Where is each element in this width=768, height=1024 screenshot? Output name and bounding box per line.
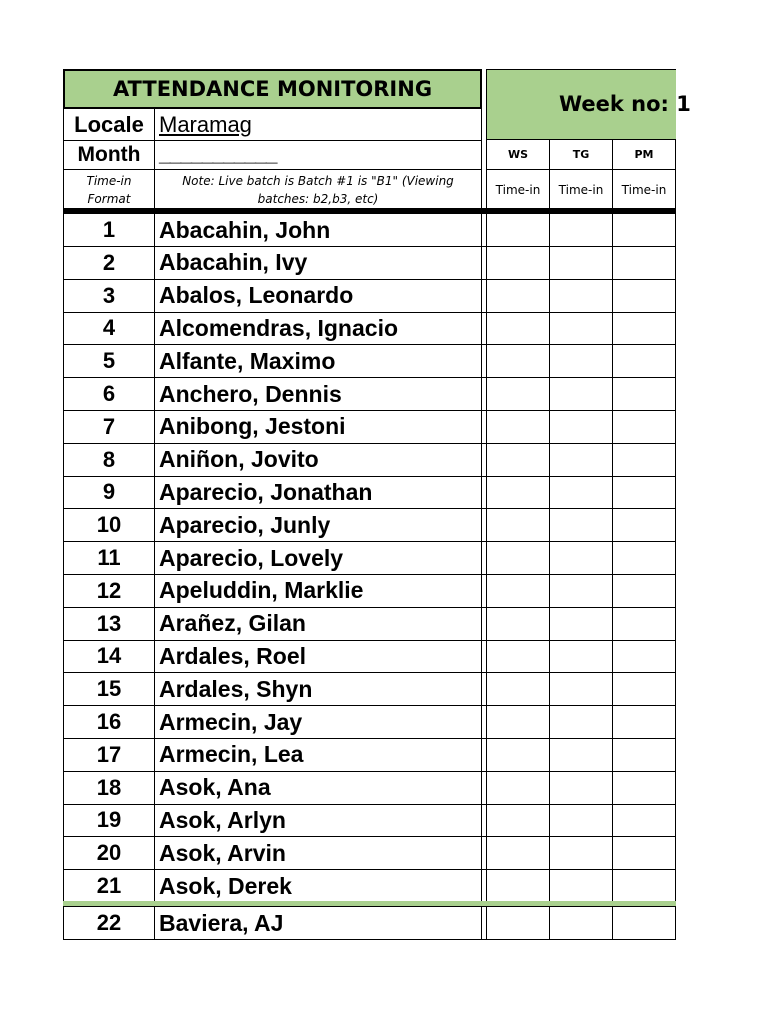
tg-timein-cell[interactable] bbox=[550, 608, 613, 640]
table-row bbox=[63, 247, 676, 280]
row-number: 21 bbox=[63, 870, 155, 902]
row-number: 18 bbox=[63, 772, 155, 804]
batch-note-line2: batches: b2,b3, etc) bbox=[257, 192, 379, 206]
ws-timein-cell[interactable] bbox=[487, 280, 550, 312]
row-number: 2 bbox=[63, 247, 155, 279]
tg-timein-cell[interactable] bbox=[550, 476, 613, 508]
timein-format-line1: Time-in bbox=[86, 174, 132, 188]
pm-timein-cell[interactable] bbox=[613, 280, 676, 312]
row-number: 19 bbox=[63, 804, 155, 836]
pm-timein-cell[interactable] bbox=[613, 378, 676, 410]
table-row bbox=[63, 312, 676, 345]
column-header-pm: PM bbox=[613, 140, 676, 170]
tg-timein-cell[interactable] bbox=[550, 706, 613, 738]
pm-timein-cell[interactable] bbox=[613, 476, 676, 508]
tg-timein-cell[interactable] bbox=[550, 280, 613, 312]
ws-timein-cell[interactable] bbox=[487, 575, 550, 607]
tg-timein-cell[interactable] bbox=[550, 345, 613, 377]
row-number: 1 bbox=[63, 214, 155, 246]
attendee-name: Abacahin, John bbox=[155, 214, 482, 246]
attendee-name: Armecin, Lea bbox=[155, 739, 482, 771]
row-number: 7 bbox=[63, 411, 155, 443]
pm-timein-cell[interactable] bbox=[613, 214, 676, 246]
ws-timein-cell[interactable] bbox=[487, 907, 550, 939]
tg-timein-cell[interactable] bbox=[550, 575, 613, 607]
tg-timein-cell[interactable] bbox=[550, 907, 613, 939]
ws-timein-cell[interactable] bbox=[487, 739, 550, 771]
table-row bbox=[63, 575, 676, 608]
pm-timein-cell[interactable] bbox=[613, 509, 676, 541]
table-row bbox=[63, 739, 676, 772]
attendee-name: Apeluddin, Marklie bbox=[155, 575, 482, 607]
table-row bbox=[63, 214, 676, 247]
tg-timein-cell[interactable] bbox=[550, 870, 613, 902]
tg-timein-cell[interactable] bbox=[550, 378, 613, 410]
attendee-name: Asok, Ana bbox=[155, 772, 482, 804]
attendee-name: Anibong, Jestoni bbox=[155, 411, 482, 443]
timein-format-label bbox=[63, 170, 155, 210]
tg-timein-cell[interactable] bbox=[550, 739, 613, 771]
ws-timein-cell[interactable] bbox=[487, 476, 550, 508]
table-row bbox=[63, 476, 676, 509]
tg-timein-cell[interactable] bbox=[550, 837, 613, 869]
attendee-name: Asok, Arlyn bbox=[155, 804, 482, 836]
table-row bbox=[63, 804, 676, 837]
tg-timein-cell[interactable] bbox=[550, 804, 613, 836]
attendee-name: Asok, Derek bbox=[155, 870, 482, 902]
table-row bbox=[63, 542, 676, 575]
table-row bbox=[63, 772, 676, 805]
tg-timein-cell[interactable] bbox=[550, 673, 613, 705]
table-row bbox=[63, 640, 676, 673]
pm-timein-cell[interactable] bbox=[613, 772, 676, 804]
ws-timein-cell[interactable] bbox=[487, 837, 550, 869]
pm-timein-cell[interactable] bbox=[613, 907, 676, 939]
row-number: 10 bbox=[63, 509, 155, 541]
table-row bbox=[63, 870, 676, 903]
tg-timein-cell[interactable] bbox=[550, 509, 613, 541]
ws-timein-cell[interactable] bbox=[487, 804, 550, 836]
ws-timein-cell[interactable] bbox=[487, 378, 550, 410]
tg-timein-cell[interactable] bbox=[550, 444, 613, 476]
ws-timein-cell[interactable] bbox=[487, 608, 550, 640]
ws-timein-cell[interactable] bbox=[487, 706, 550, 738]
table-row bbox=[63, 706, 676, 739]
column-sub-tg: Time-in bbox=[550, 170, 613, 210]
row-number: 15 bbox=[63, 673, 155, 705]
sheet-title: ATTENDANCE MONITORING bbox=[63, 69, 482, 109]
ws-timein-cell[interactable] bbox=[487, 772, 550, 804]
ws-timein-cell[interactable] bbox=[487, 673, 550, 705]
column-header-tg: TG bbox=[550, 140, 613, 170]
pm-timein-cell[interactable] bbox=[613, 312, 676, 344]
attendee-name: Ardales, Roel bbox=[155, 640, 482, 672]
row-number: 11 bbox=[63, 542, 155, 574]
attendee-name: Aparecio, Junly bbox=[155, 509, 482, 541]
locale-value[interactable]: Maramag bbox=[155, 109, 482, 141]
timein-format-line2: Format bbox=[87, 192, 131, 206]
pm-timein-cell[interactable] bbox=[613, 411, 676, 443]
pm-timein-cell[interactable] bbox=[613, 640, 676, 672]
pm-timein-cell[interactable] bbox=[613, 247, 676, 279]
column-sub-pm: Time-in bbox=[613, 170, 676, 210]
pm-timein-cell[interactable] bbox=[613, 444, 676, 476]
ws-timein-cell[interactable] bbox=[487, 345, 550, 377]
row-number: 22 bbox=[63, 907, 155, 939]
ws-timein-cell[interactable] bbox=[487, 509, 550, 541]
ws-timein-cell[interactable] bbox=[487, 542, 550, 574]
pm-timein-cell[interactable] bbox=[613, 837, 676, 869]
table-row bbox=[63, 378, 676, 411]
tg-timein-cell[interactable] bbox=[550, 411, 613, 443]
attendee-name: Baviera, AJ bbox=[155, 907, 482, 939]
month-value[interactable]: ___________ bbox=[155, 141, 482, 170]
row-number: 5 bbox=[63, 345, 155, 377]
pm-timein-cell[interactable] bbox=[613, 870, 676, 902]
pm-timein-cell[interactable] bbox=[613, 542, 676, 574]
attendee-name: Anchero, Dennis bbox=[155, 378, 482, 410]
batch-note bbox=[155, 170, 482, 210]
month-label: Month bbox=[63, 141, 155, 170]
row-number: 20 bbox=[63, 837, 155, 869]
table-row bbox=[63, 411, 676, 444]
ws-timein-cell[interactable] bbox=[487, 312, 550, 344]
row-number: 4 bbox=[63, 312, 155, 344]
ws-timein-cell[interactable] bbox=[487, 640, 550, 672]
attendee-name: Aparecio, Jonathan bbox=[155, 476, 482, 508]
ws-timein-cell[interactable] bbox=[487, 411, 550, 443]
table-row bbox=[63, 280, 676, 313]
row-number: 9 bbox=[63, 476, 155, 508]
row-number: 12 bbox=[63, 575, 155, 607]
batch-note-line1: Note: Live batch is Batch #1 is "B1" (Viewing bbox=[182, 174, 454, 188]
pm-timein-cell[interactable] bbox=[613, 673, 676, 705]
tg-timein-cell[interactable] bbox=[550, 772, 613, 804]
table-row bbox=[63, 673, 676, 706]
pm-timein-cell[interactable] bbox=[613, 345, 676, 377]
pm-timein-cell[interactable] bbox=[613, 706, 676, 738]
tg-timein-cell[interactable] bbox=[550, 247, 613, 279]
ws-timein-cell[interactable] bbox=[487, 444, 550, 476]
attendee-name: Alfante, Maximo bbox=[155, 345, 482, 377]
tg-timein-cell[interactable] bbox=[550, 542, 613, 574]
row-number: 13 bbox=[63, 608, 155, 640]
row-number: 14 bbox=[63, 640, 155, 672]
locale-label: Locale bbox=[63, 109, 155, 141]
row-number: 8 bbox=[63, 444, 155, 476]
ws-timein-cell[interactable] bbox=[487, 214, 550, 246]
table-row bbox=[63, 509, 676, 542]
attendee-name: Aniñon, Jovito bbox=[155, 444, 482, 476]
table-row bbox=[63, 444, 676, 477]
ws-timein-cell[interactable] bbox=[487, 247, 550, 279]
table-row bbox=[63, 345, 676, 378]
row-number: 16 bbox=[63, 706, 155, 738]
ws-timein-cell[interactable] bbox=[487, 870, 550, 902]
table-row bbox=[63, 608, 676, 641]
attendee-name: Abacahin, Ivy bbox=[155, 247, 482, 279]
row-number: 3 bbox=[63, 280, 155, 312]
column-header-ws: WS bbox=[486, 140, 550, 170]
attendee-name: Armecin, Jay bbox=[155, 706, 482, 738]
page-break-rule bbox=[63, 901, 676, 907]
attendee-name: Abalos, Leonardo bbox=[155, 280, 482, 312]
tg-timein-cell[interactable] bbox=[550, 640, 613, 672]
tg-timein-cell[interactable] bbox=[550, 312, 613, 344]
attendee-name: Alcomendras, Ignacio bbox=[155, 312, 482, 344]
row-number: 6 bbox=[63, 378, 155, 410]
attendee-name: Arañez, Gilan bbox=[155, 608, 482, 640]
pm-timein-cell[interactable] bbox=[613, 608, 676, 640]
row-number: 17 bbox=[63, 739, 155, 771]
attendee-name: Ardales, Shyn bbox=[155, 673, 482, 705]
table-row bbox=[63, 837, 676, 870]
tg-timein-cell[interactable] bbox=[550, 214, 613, 246]
pm-timein-cell[interactable] bbox=[613, 575, 676, 607]
pm-timein-cell[interactable] bbox=[613, 739, 676, 771]
attendee-name: Aparecio, Lovely bbox=[155, 542, 482, 574]
pm-timein-cell[interactable] bbox=[613, 804, 676, 836]
week-number-header: Week no: 1 bbox=[486, 69, 676, 140]
table-row bbox=[63, 907, 676, 940]
attendee-name: Asok, Arvin bbox=[155, 837, 482, 869]
column-sub-ws: Time-in bbox=[486, 170, 550, 210]
